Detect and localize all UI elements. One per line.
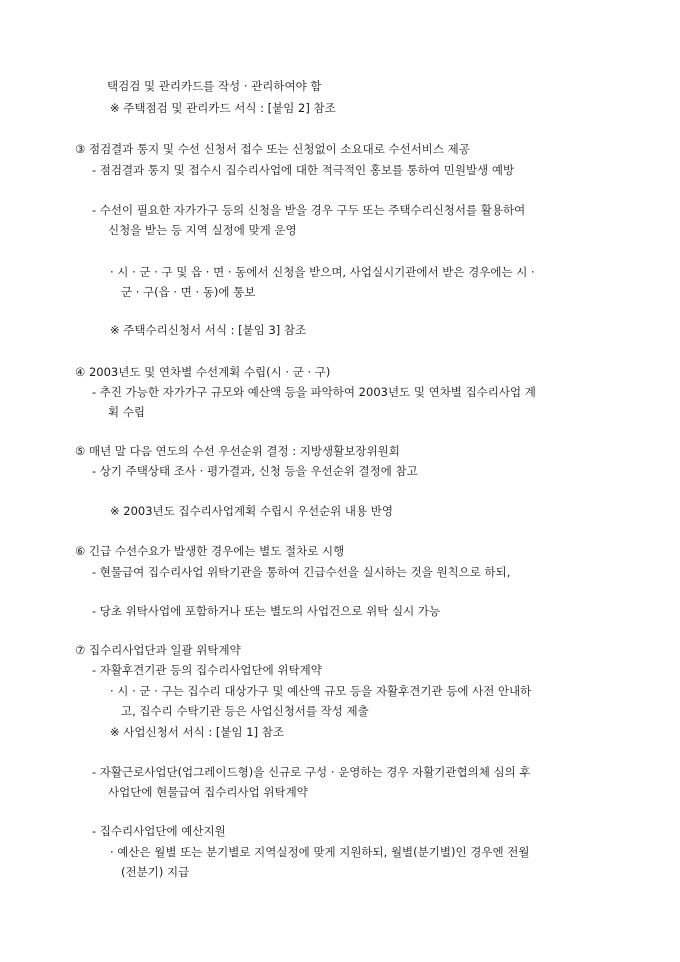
section-6-heading: ⑥ 긴급 수선수요가 발생한 경우에는 별도 절차로 시행	[75, 544, 345, 558]
text-line-12: 획 수립	[108, 405, 145, 419]
text-line-8: 군 · 구(읍 · 면 · 동)에 통보	[121, 285, 256, 299]
text-line-6: 신청을 받는 등 지역 실정에 맞게 운영	[108, 223, 297, 237]
text-line-25: 사업단에 현물급여 집수리사업 위탁계약	[108, 785, 308, 799]
section-5-heading: ⑤ 매년 말 다음 연도의 수선 우선순위 결정 : 지방생활보장위원회	[75, 444, 400, 458]
text-line-11: - 추진 가능한 자가가구 규모와 예산액 등을 파악하여 2003년도 및 연차별 집수리사업 계	[92, 385, 536, 399]
text-line-27: · 예산은 월별 또는 분기별로 지역실정에 맞게 지원하되, 월별(분기별)인 경우엔 전월	[110, 845, 530, 859]
text-line-7: · 시 · 군 · 구 및 읍 · 면 · 동에서 신청을 받으며, 사업실시기관에서 받은 경우에는 시 ·	[110, 265, 535, 279]
text-line-22: 고, 집수리 수탁기관 등은 사업신청서를 작성 제출	[121, 704, 369, 718]
text-line-5: - 수선이 필요한 자가가구 등의 신청을 받을 경우 구두 또는 주택수리신청서를 활용하여	[92, 203, 526, 217]
note-line-3: ※ 2003년도 집수리사업계획 수립시 우선순위 내용 반영	[110, 504, 394, 518]
text-line-20: - 자활후견기관 등의 집수리사업단에 위탁계약	[92, 663, 322, 677]
note-line-4: ※ 사업신청서 서식 : [붙임 1] 참조	[110, 725, 284, 739]
text-line-17: - 현물급여 집수리사업 위탁기관을 통하여 긴급수선을 실시하는 것을 원칙으로 하되,	[92, 565, 511, 579]
note-line-2: ※ 주택수리신청서 서식 : [붙임 3] 참조	[110, 323, 307, 337]
text-line-21: · 시 · 군 · 구는 집수리 대상가구 및 예산액 규모 등을 자활후견기관 등에 사전 안내하	[110, 684, 532, 698]
section-3-heading: ③ 점검결과 통지 및 수선 신청서 접수 또는 신청없이 소요대로 수선서비스 제공	[75, 142, 470, 156]
text-line-18: - 당초 위탁사업에 포함하거나 또는 별도의 사업건으로 위탁 실시 가능	[92, 604, 441, 618]
section-4-heading: ④ 2003년도 및 연차별 수선계획 수립(시 · 군 · 구)	[75, 365, 331, 379]
text-line-14: - 상기 주택상태 조사 · 평가결과, 신청 등을 우선순위 결정에 참고	[92, 464, 418, 478]
text-line-26: - 집수리사업단에 예산지원	[92, 824, 226, 838]
text-line-28: (전분기) 지급	[121, 865, 190, 879]
section-7-heading: ⑦ 집수리사업단과 일괄 위탁계약	[75, 643, 241, 657]
text-line-4: - 점검결과 통지 및 접수시 집수리사업에 대한 적극적인 홍보를 통하여 민원발생 예방	[92, 163, 515, 177]
note-line-1: ※ 주택점검 및 관리카드 서식 : [붙임 2] 참조	[110, 101, 336, 115]
text-line-1: 택검검 및 관리카드를 작성 · 관리하여야 함	[107, 79, 322, 93]
text-line-24: - 자활근로사업단(업그레이드형)을 신규로 구성 · 운영하는 경우 자활기관협의체 심의 후	[92, 765, 531, 779]
